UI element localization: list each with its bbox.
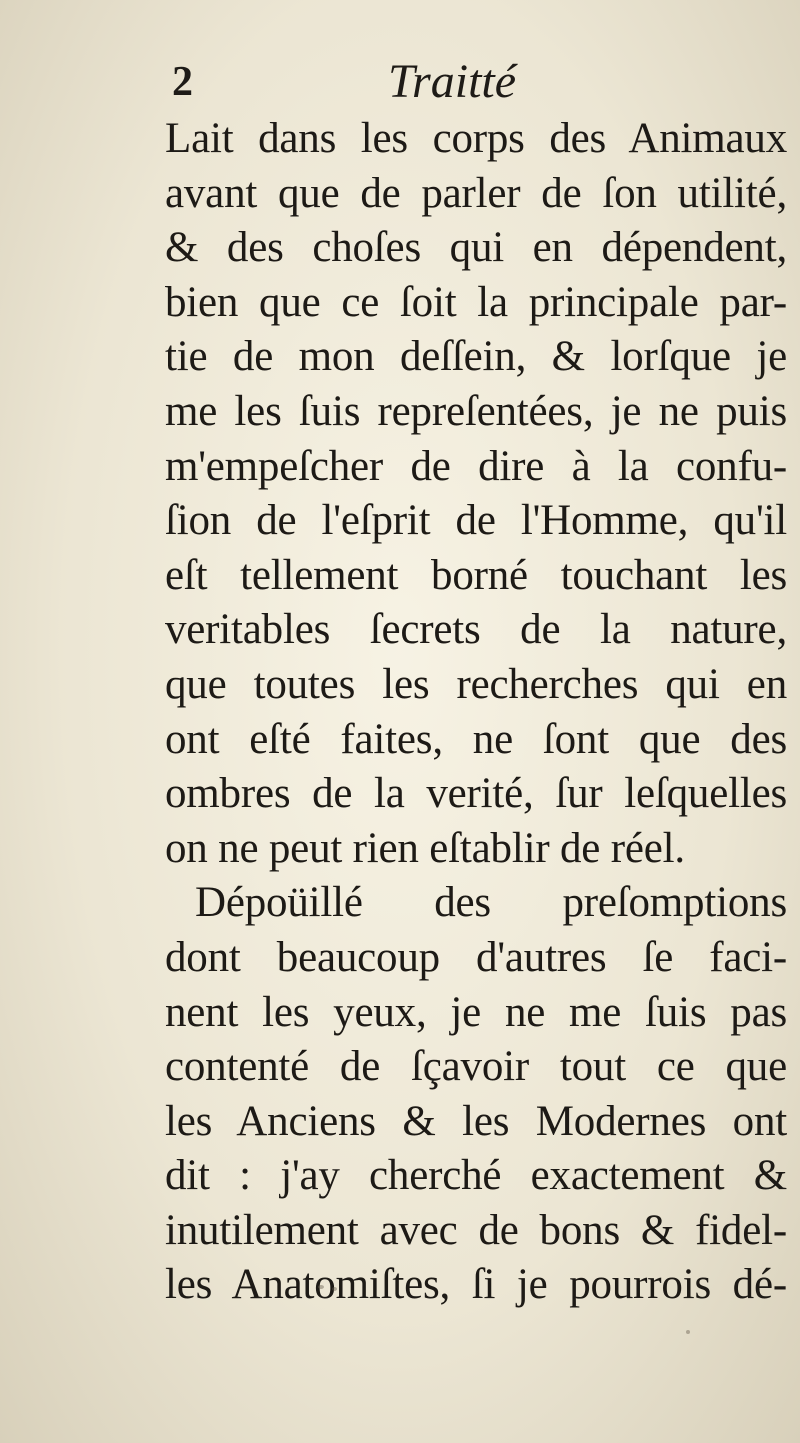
text-line: que toutes les recherches qui en [165,660,787,708]
running-title: Traitté [388,55,517,108]
page-header [0,52,800,112]
text-line: nent les yeux, je ne me ſuis pas [165,988,787,1036]
text-line: Dépoüillé des preſomptions [195,879,787,927]
text-line: les Anatomiſtes, ſi je pourrois dé- [165,1261,787,1309]
text-line: dont beaucoup d'autres ſe faci- [165,933,787,981]
text-line: inutilement avec de bons & fidel- [165,1206,787,1254]
text-line: ombres de la verité, ſur leſquelles [165,770,787,818]
text-line: tie de mon deſſein, & lorſque je [165,333,787,381]
text-line: on ne peut rien eſtablir de réel. [165,824,685,872]
ink-speck [332,1287,337,1291]
text-line: avant que de parler de ſon utilité, [165,169,787,217]
ink-speck [686,1330,690,1334]
text-line: ont eſté faites, ne ſont que des [165,715,787,763]
page-number: 2 [172,59,193,105]
text-line: eſt tellement borné touchant les [165,551,787,599]
text-line: me les ſuis repreſentées, je ne puis [165,387,787,435]
ink-speck [318,1285,324,1289]
body-text [165,112,787,1313]
text-line: Lait dans les corps des Animaux [165,115,787,162]
text-line: veritables ſecrets de la nature, [165,606,787,654]
text-line: m'empeſcher de dire à la confu- [165,442,787,490]
text-line: ſion de l'eſprit de l'Homme, qu'il [165,497,787,545]
text-line: contenté de ſçavoir tout ce que [165,1043,787,1091]
text-line: les Anciens & les Modernes ont [165,1097,787,1145]
text-line: bien que ce ſoit la principale par- [165,278,787,326]
text-line: & des choſes qui en dépendent, [165,224,787,272]
text-line: dit : j'ay cherché exactement & [165,1152,787,1200]
